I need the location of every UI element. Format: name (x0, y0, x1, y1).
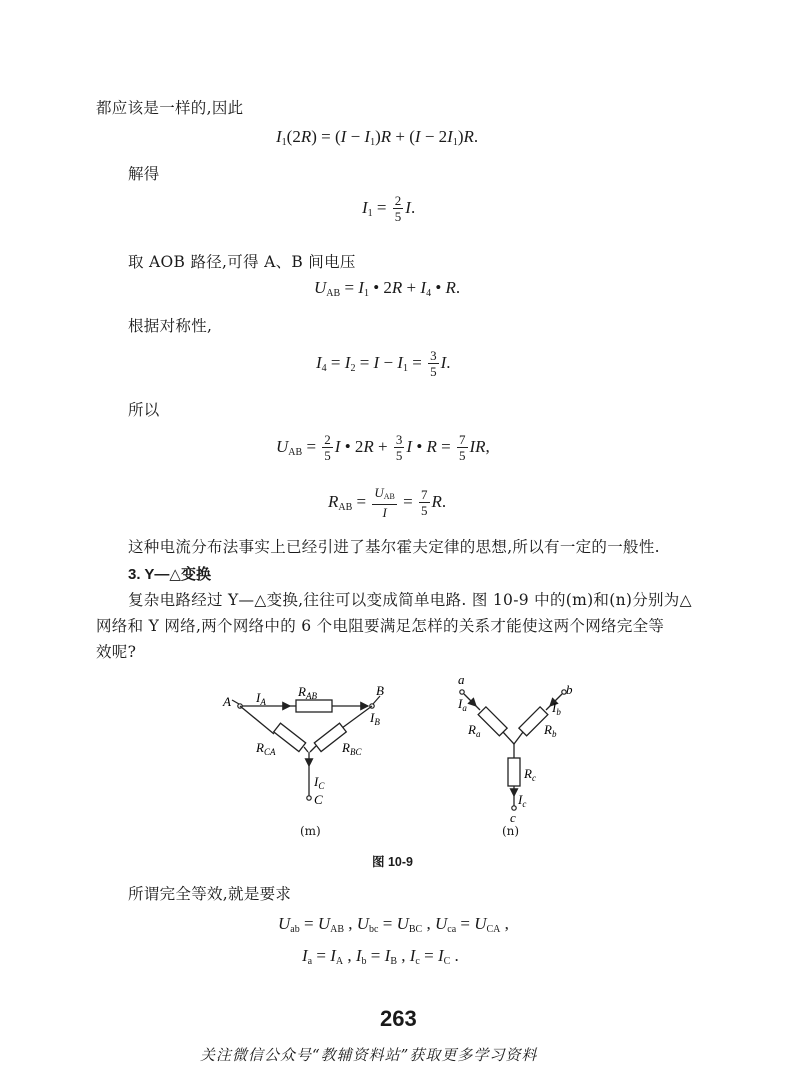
delta-network-diagram (220, 680, 400, 820)
label-rab: $R_{AB}$ (298, 684, 317, 701)
intro-line: 都应该是一样的,因此 (96, 99, 244, 117)
y-network-diagram (440, 672, 590, 824)
equation-i: $I_a = I_A$ , $I_b = I_B$ , $I_c = I_C$ . (302, 946, 459, 967)
label-node-a: a (458, 672, 465, 687)
label-rbc: $R_{BC}$ (342, 740, 362, 757)
path-label: 取 AOB 路径,可得 A、B 间电压 (128, 253, 356, 271)
label-node-b: b (566, 682, 573, 697)
conclusion-line: 这种电流分布法事实上已经引进了基尔霍夫定律的思想,所以有一定的一般性. (128, 538, 660, 556)
symmetry-label: 根据对称性, (128, 317, 213, 335)
figure-n-label: (n) (502, 824, 520, 838)
section-para-line-2: 网络和 Y 网络,两个网络中的 6 个电阻要满足怎样的关系才能使这两个网络完全等 (96, 617, 665, 635)
equation-1: $I_1(2R) = (I - I_1)R + (I - 2I_1)R$. (276, 127, 479, 148)
label-node-c: c (510, 810, 516, 824)
label-rb: $R_b$ (544, 722, 557, 739)
figure-caption: 图 10-9 (372, 855, 413, 869)
label-ra: $R_a$ (468, 722, 481, 739)
label-ib: $I_B$ (370, 710, 380, 727)
so-label: 所以 (128, 401, 160, 419)
node-a-terminal (460, 690, 464, 694)
equation-4: $I_4 = I_2 = I - I_1$ = $\frac{3}{5}$ I. (316, 348, 451, 379)
equation-u: $U_{ab} = U_{AB}$ , $U_{bc} = U_{BC}$ , $U_{ca} = U_{CA}$ , (278, 914, 509, 935)
label-node-b: B (376, 683, 384, 698)
footer-watermark: 关注微信公众号“教辅资料站”获取更多学习资料 (200, 1046, 538, 1064)
label-rc: $R_c$ (524, 766, 536, 783)
equation-3: $U_{AB} = I_1$ • $2R + I_4$ • R. (314, 278, 461, 299)
label-ia: $I_A$ (256, 690, 266, 707)
label-node-a: A (223, 694, 231, 709)
label-rca: $R_{CA}$ (256, 740, 276, 757)
resistor-rca (274, 723, 306, 751)
label-ic: $I_c$ (518, 792, 527, 809)
page-number: 263 (380, 1006, 417, 1031)
equation-2: $I_1$ = $\frac{2}{5}$ I. (362, 193, 416, 224)
label-node-c: C (314, 792, 323, 807)
resistor-rab (296, 700, 332, 712)
figure-m-label: (m) (300, 824, 321, 838)
label-ia: $I_a$ (458, 696, 467, 713)
node-c-terminal (307, 796, 311, 800)
section-para-line-3: 效呢? (96, 643, 137, 661)
equation-5: $U_{AB}$ = $\frac{2}{5}$ I • 2R + $\frac{3}{5}$ I • R = $\frac{7}{5}$ IR, (276, 432, 490, 463)
solve-label: 解得 (128, 165, 160, 183)
label-ic: $I_C$ (314, 774, 325, 791)
section-heading: 3. Y—△变换 (128, 566, 211, 583)
resistor-ra (478, 707, 507, 736)
after-figure-line: 所谓完全等效,就是要求 (128, 885, 292, 903)
section-para-line-1: 复杂电路经过 Y—△变换,往往可以变成简单电路. 图 10-9 中的(m)和(n)分别为△ (128, 591, 692, 609)
equation-6: $R_{AB}$ = $\frac{U_{AB}}{I}$ = $\frac{7}{5}$ R. (328, 485, 447, 520)
label-ib: $I_b$ (552, 700, 561, 717)
resistor-rc (508, 758, 520, 786)
